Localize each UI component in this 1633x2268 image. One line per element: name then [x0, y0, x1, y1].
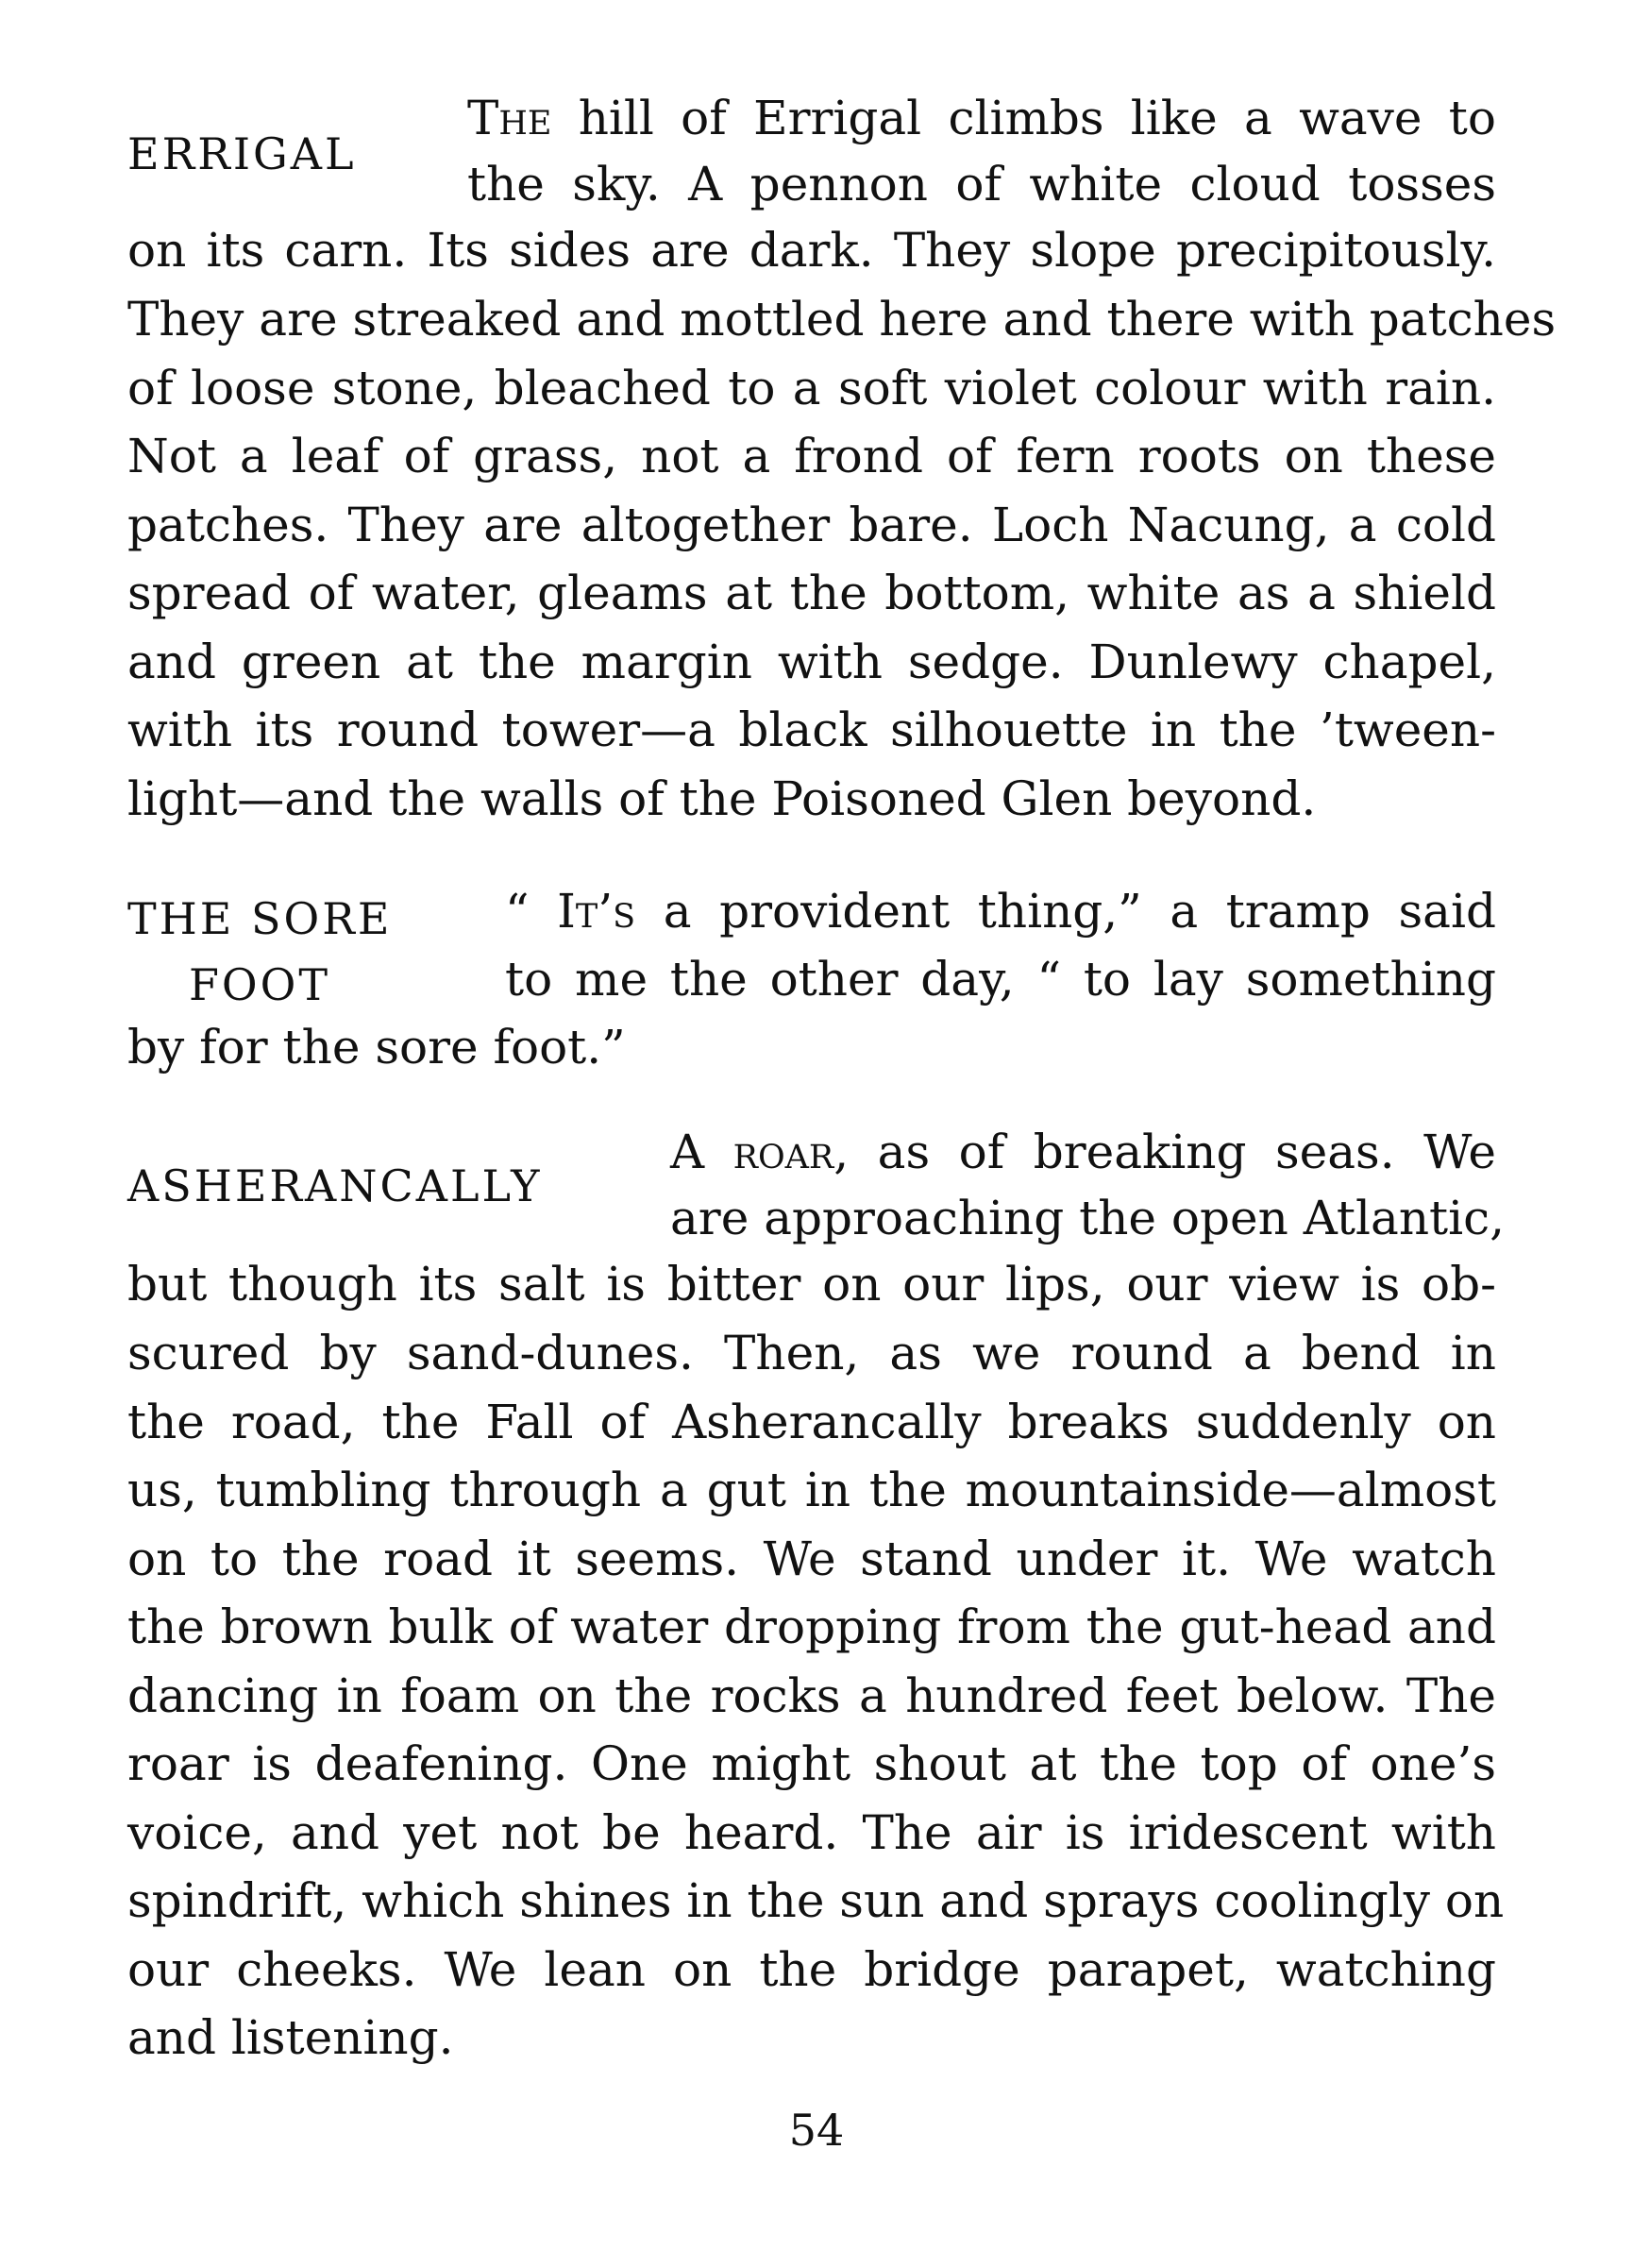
text-line: and listening. — [127, 2010, 454, 2065]
text-line: dancing in foam on the rocks a hundred feet below. The — [127, 1668, 1496, 1723]
text-line: the road, the Fall of Asherancally breaks suddenly on — [127, 1395, 1496, 1449]
section-heading-sore-foot-line2: FOOT — [189, 959, 331, 1010]
text-line: of loose stone, bleached to a soft violet colour with rain. — [127, 361, 1496, 415]
text-line: on its carn. Its sides are dark. They slope precipitously. — [127, 223, 1496, 278]
text-line: patches. They are altogether bare. Loch Nacung, a cold — [127, 498, 1496, 552]
text-line: They are streaked and mottled here and there with patches — [127, 292, 1557, 347]
text-line: and green at the margin with sedge. Dunlewy chapel, — [127, 635, 1496, 689]
text-line: roar is deafening. One might shout at the top of one’s — [127, 1736, 1496, 1791]
line-text: a provident thing,” a tramp said — [663, 884, 1496, 939]
text-line: scured by sand-dunes. Then, as we round a bend in — [127, 1326, 1496, 1380]
text-line: are approaching the open Atlantic, — [670, 1191, 1506, 1245]
text-line: voice, and yet not be heard. The air is iridescent with — [127, 1805, 1496, 1860]
text-line: to me the other day, “ to lay something — [505, 952, 1496, 1007]
section-heading-sore-foot-line1: THE SORE — [127, 893, 393, 944]
text-line: spindrift, which shines in the sun and sprays coolingly on — [127, 1873, 1505, 1928]
section-heading-errigal: ERRIGAL — [127, 128, 357, 179]
text-line: by for the sore foot.” — [127, 1020, 626, 1075]
text-line: spread of water, gleams at the bottom, white as a shield — [127, 566, 1496, 620]
line-text: as of breaking seas. We — [877, 1125, 1496, 1179]
text-line: with its round tower—a black silhouette in the ’tween- — [127, 702, 1496, 757]
text-line: the sky. A pennon of white cloud tosses — [467, 157, 1496, 212]
section-heading-asherancally: ASHERANCALLY — [127, 1160, 543, 1211]
text-line: Not a leaf of grass, not a frond of fern roots on these — [127, 429, 1496, 483]
text-line: on to the road it seems. We stand under it. We watch — [127, 1532, 1496, 1586]
opening-quote: “ — [505, 884, 530, 939]
text-line: but though its salt is bitter on our lips, our view is ob- — [127, 1257, 1496, 1312]
opening-small-caps: The — [467, 91, 552, 145]
text-line: the brown bulk of water dropping from the gut-head and — [127, 1599, 1496, 1654]
line-text: hill of Errigal climbs like a wave to — [578, 91, 1496, 145]
text-line: us, tumbling through a gut in the mountainside—almost — [127, 1463, 1496, 1517]
text-line — [467, 90, 1496, 146]
text-line: light—and the walls of the Poisoned Glen beyond. — [127, 771, 1317, 826]
opening-small-caps: It’s — [557, 884, 636, 939]
text-line: our cheeks. We lean on the bridge parapet, watching — [127, 1942, 1496, 1997]
opening-small-caps: A roar, — [670, 1125, 850, 1179]
page-number: 54 — [788, 2105, 845, 2156]
text-line — [670, 1124, 1496, 1180]
text-line — [505, 883, 1496, 939]
